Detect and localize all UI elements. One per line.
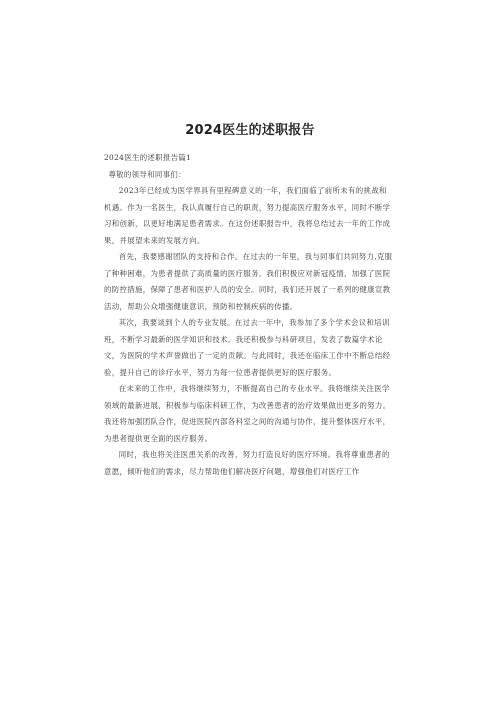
document-body	[104, 150, 394, 480]
greeting: 尊敬的领导和同事们：	[108, 169, 186, 179]
paragraph-1: 2023年已经成为医学界具有里程碑意义的一年，我们面临了前所未有的挑战和机遇。作为一名医生，我认真履行自己的职责，努力提高医疗服务水平，同时不断学习和创新，以更好地满足患者需求。在这份述职报告中，我将总结过去一年的工作成果，并展望未来的发展方向。	[104, 186, 391, 245]
paragraph-3: 其次，我要谈到个人的专业发展。在过去一年中，我参加了多个学术会议和培训班，不断学习最新的医学知识和技术。我还积极参与科研项目，发表了数篇学术论文，为医院的学术声誉做出了一定的贡献。与此同时，我还在临床工作中不断总结经验，提升自己的诊疗水平，努力为每一位患者提供更好的医疗服务。	[104, 318, 391, 377]
paragraph-5: 同时，我也将关注医患关系的改善，努力打造良好的医疗环境。我将尊重患者的意愿，倾听他们的需求，尽力帮助他们解决医疗问题，增强他们对医疗工作	[104, 450, 390, 476]
paragraph-4: 在未来的工作中，我将继续努力，不断提高自己的专业水平。我将继续关注医学领域的最新进展，积极参与临床科研工作，为改善患者的治疗效果做出更多的努力。我还将加强团队合作，促进医院内部各科室之间的沟通与协作，提升整体医疗水平，为患者提供更全面的医疗服务。	[104, 384, 391, 443]
document-title: 2024医生的述职报告	[185, 123, 315, 138]
paragraph-2: 首先，我要感谢团队的支持和合作。在过去的一年里，我与同事们共同努力,克服了种种困难，为患者提供了高质量的医疗服务。我们积极应对新冠疫情，加强了医院的防控措施，保障了患者和医护人员的安全。同时，我们还开展了一系列的健康宣教活动，帮助公众增强健康意识，预防和控制疾病的传播。	[104, 252, 393, 311]
document-subtitle: 2024医生的述职报告篇1	[104, 153, 192, 162]
